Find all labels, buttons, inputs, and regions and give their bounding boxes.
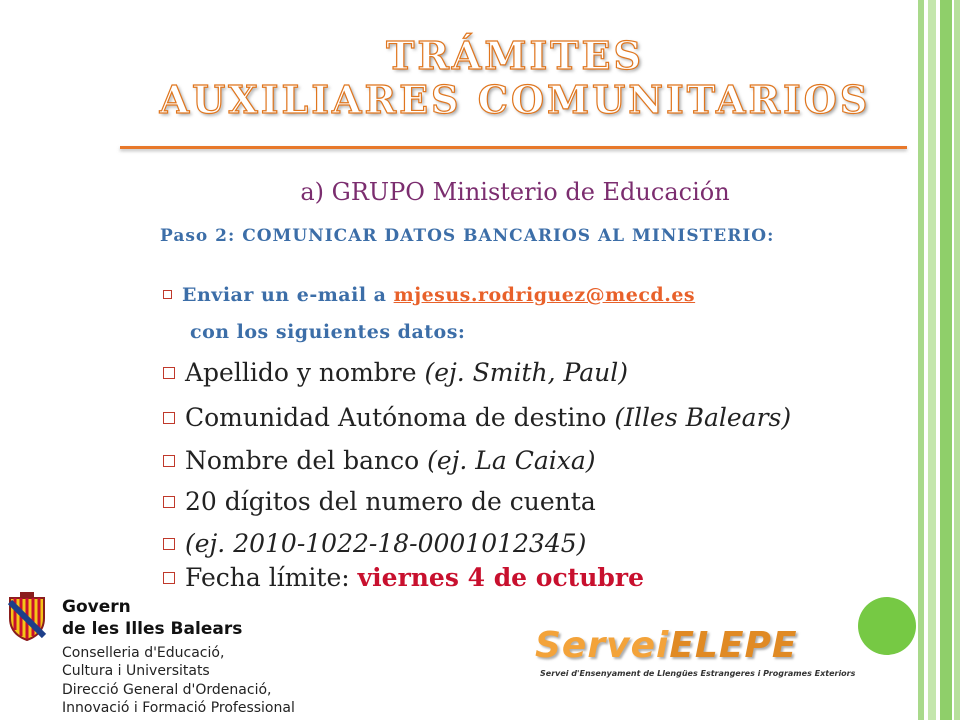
checkbox-bullet-icon: [163, 412, 175, 424]
item-example: (ej. Smith, Paul): [424, 358, 628, 387]
item-text: Nombre del banco: [185, 446, 428, 475]
brand-part1: Servei: [535, 625, 670, 666]
checkbox-bullet-icon: [163, 367, 175, 379]
item-example: (ej. La Caixa): [427, 446, 596, 475]
govern-dept-line: Direcció General d'Ordenació,: [62, 682, 272, 698]
checkbox-bullet-icon: [163, 572, 175, 584]
list-item: [163, 487, 596, 516]
title-line-2: AUXILIARES COMUNITARIOS: [159, 77, 871, 122]
govern-dept-line: Cultura i Universitats: [62, 663, 210, 679]
step-heading: Paso 2: COMUNICAR DATOS BANCARIOS AL MINISTERIO:: [160, 226, 775, 246]
group-subtitle: a) GRUPO Ministerio de Educación: [300, 178, 730, 206]
balearic-shield-icon: [6, 592, 48, 642]
item-text: Apellido y nombre: [185, 358, 425, 387]
decor-stripe-4: [954, 0, 960, 720]
title-underline: [120, 146, 907, 149]
deadline-value: viernes 4 de octubre: [357, 563, 644, 592]
list-item: [163, 358, 628, 387]
decor-stripe-2: [928, 0, 936, 720]
item-example: (Illes Balears): [614, 403, 792, 432]
email-link[interactable]: mjesus.rodriguez@mecd.es: [393, 284, 696, 306]
deadline-label: Fecha límite:: [185, 563, 358, 592]
brand-part2: ELEPE: [669, 625, 798, 666]
list-item: [163, 529, 586, 558]
email-instruction: [163, 284, 695, 306]
list-item: [163, 446, 596, 475]
checkbox-bullet-icon: [163, 290, 172, 299]
decor-stripe-3: [940, 0, 952, 720]
slide-title: [120, 34, 910, 122]
servei-elepe-logo: [535, 625, 797, 666]
email-prefix: Enviar un e-mail a: [182, 284, 394, 306]
item-text: Comunidad Autónoma de destino: [185, 403, 615, 432]
govern-dept-line: Conselleria d'Educació,: [62, 645, 225, 661]
green-circle-decoration: [858, 597, 916, 655]
govern-name-line2: de les Illes Balears: [62, 619, 243, 639]
servei-subtitle: Servei d'Ensenyament de Llengües Estrangeres i Programes Exteriors: [540, 669, 856, 678]
checkbox-bullet-icon: [163, 496, 175, 508]
govern-dept-line: Innovació i Formació Professional: [62, 700, 295, 716]
govern-name-line1: Govern: [62, 597, 131, 617]
title-line-1: TRÁMITES: [386, 33, 644, 78]
item-text: 20 dígitos del numero de cuenta: [185, 487, 596, 516]
govern-logo: [6, 590, 306, 718]
deadline-item: [163, 563, 644, 592]
email-continuation: con los siguientes datos:: [190, 321, 466, 343]
item-example: (ej. 2010-1022-18-0001012345): [185, 529, 587, 558]
checkbox-bullet-icon: [163, 455, 175, 467]
list-item: [163, 403, 791, 432]
decor-stripe-1: [918, 0, 924, 720]
checkbox-bullet-icon: [163, 538, 175, 550]
